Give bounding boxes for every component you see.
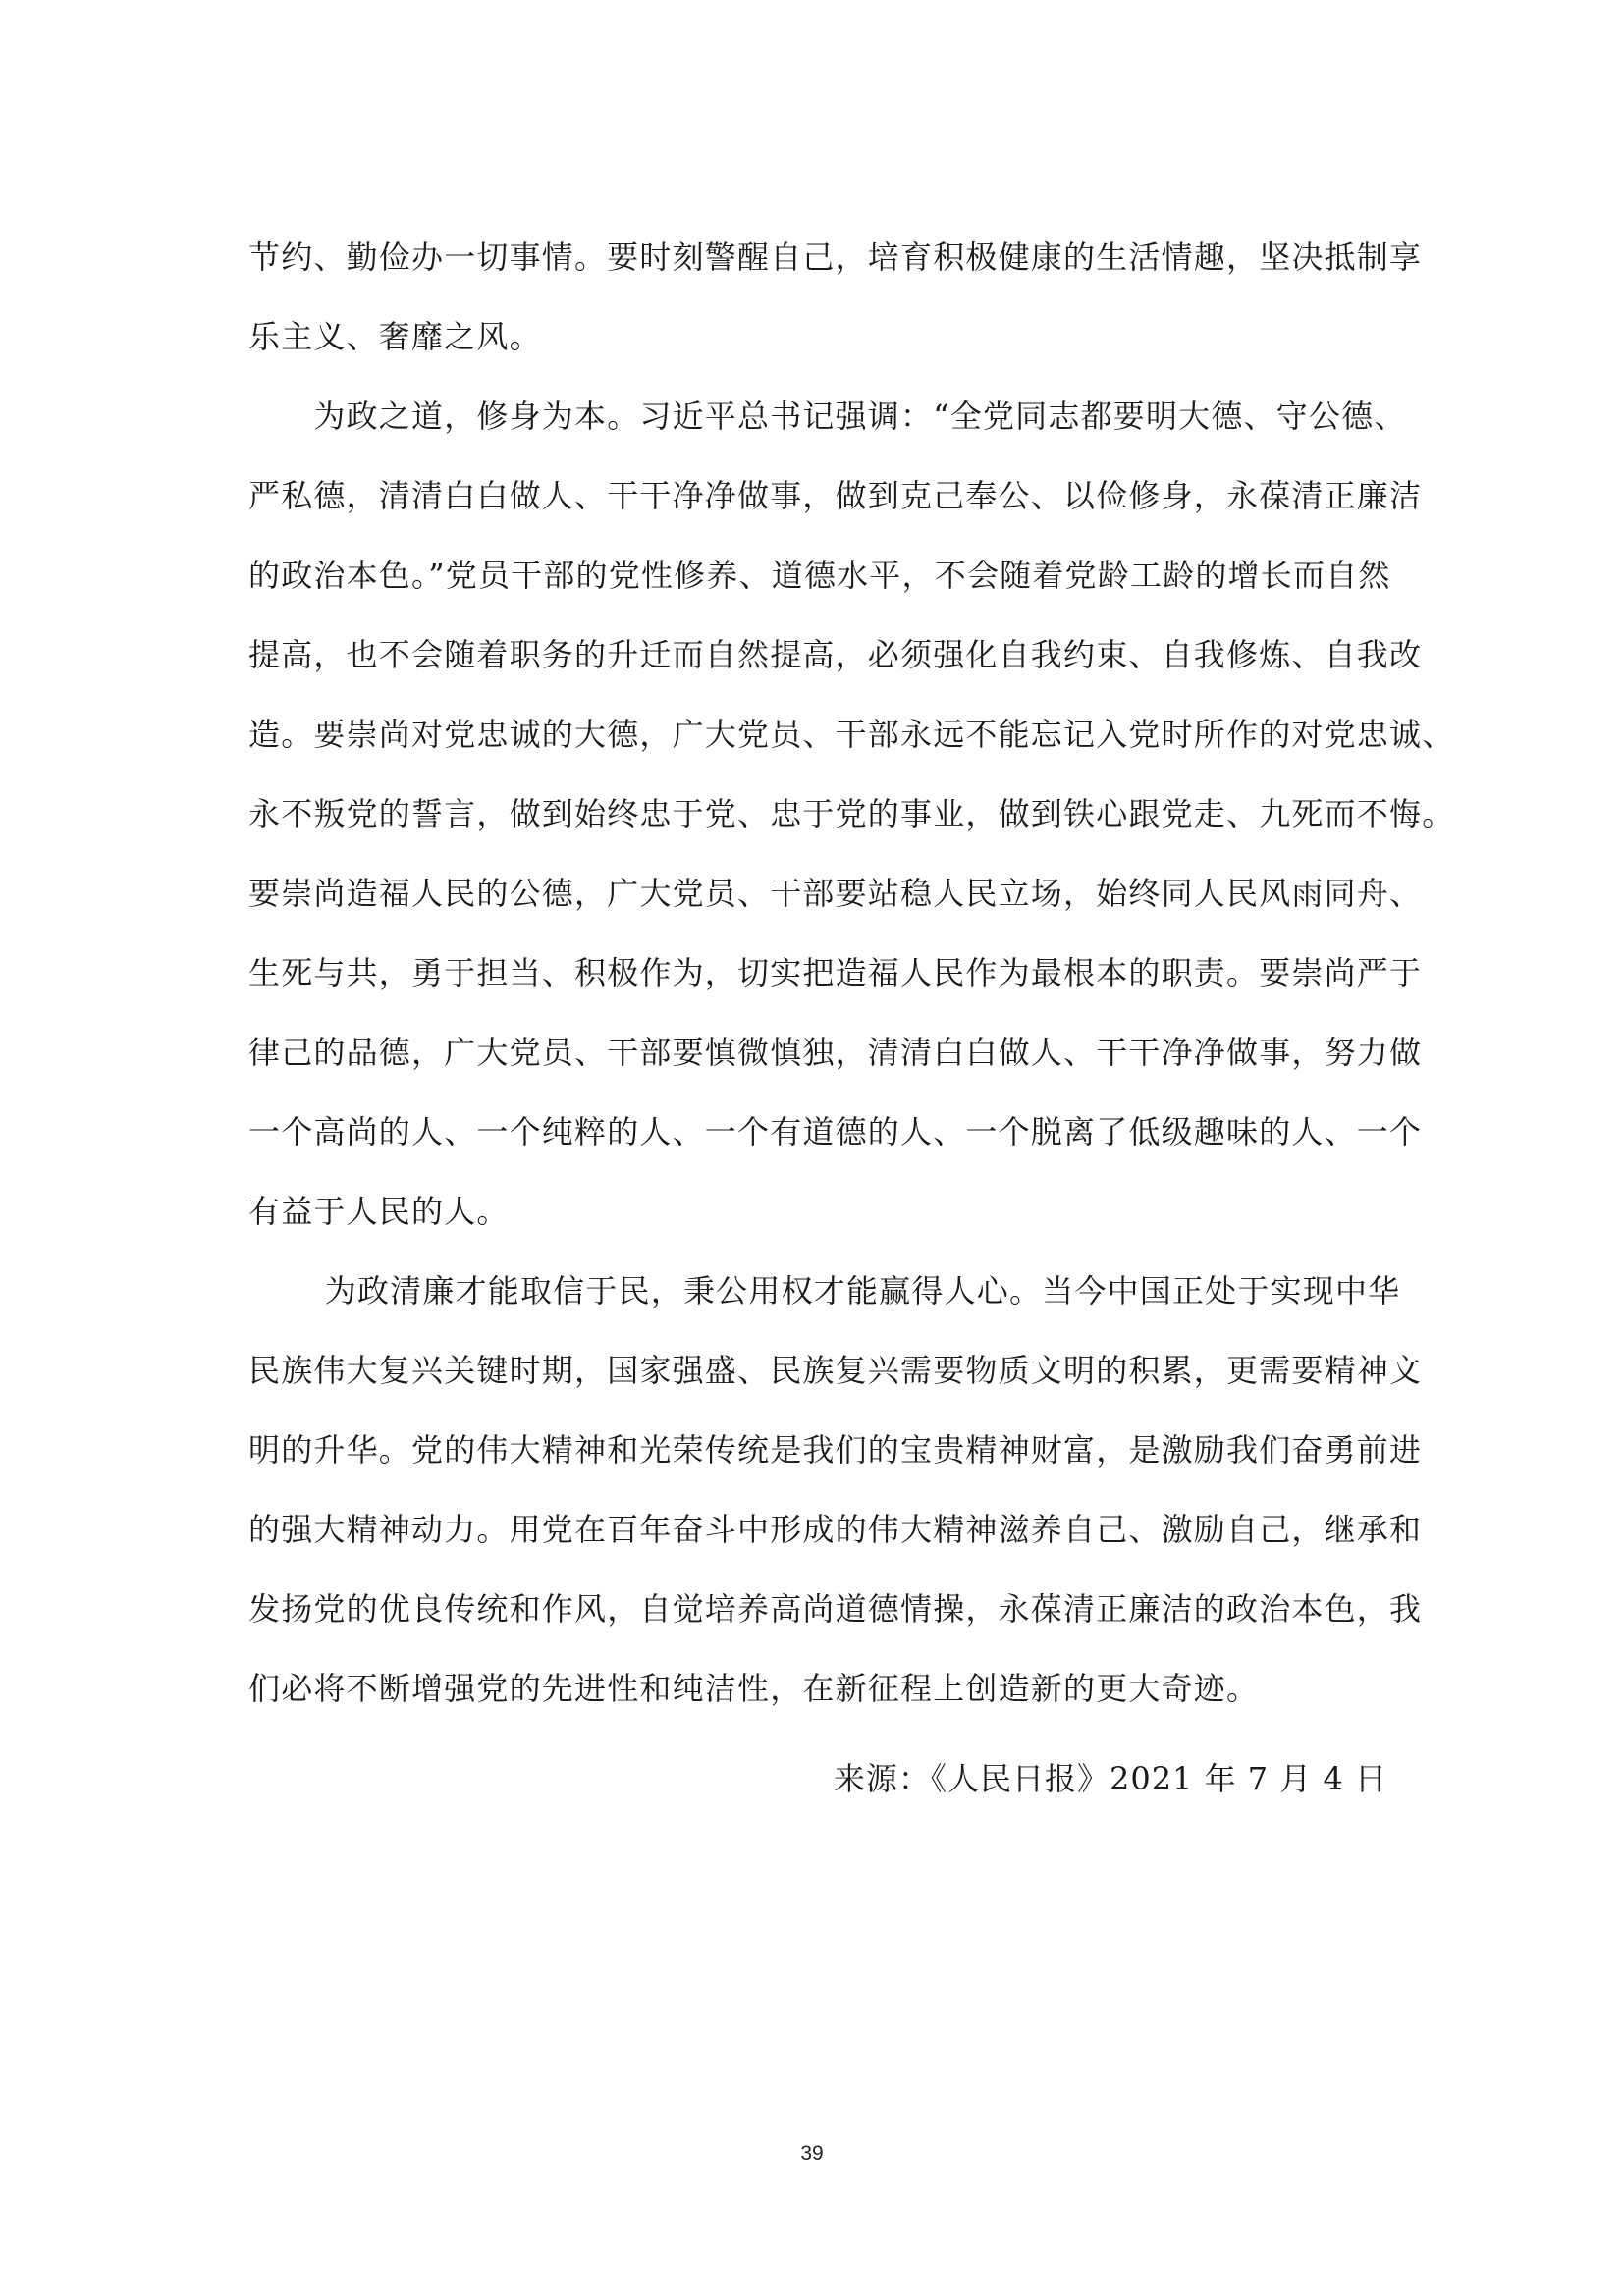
source-citation: 来源：《人民日报》2021 年 7 月 4 日 (833, 1760, 1387, 1797)
page-number: 39 (800, 2142, 824, 2164)
text-line: 提高，也不会随着职务的升迁而自然提高，必须强化自我约束、自我修炼、自我改 (248, 636, 1423, 673)
text-line: 有益于人民的人。 (248, 1193, 510, 1230)
text-line: 节约、勤俭办一切事情。要时刻警醒自己，培育积极健康的生活情趣，坚决抵制享 (248, 239, 1423, 276)
text-line: 为政之道，修身为本。习近平总书记强调：“全党同志都要明大德、守公德、 (248, 398, 1407, 435)
text-line: 乐主义、奢靡之风。 (248, 318, 542, 355)
text-line: 一个高尚的人、一个纯粹的人、一个有道德的人、一个脱离了低级趣味的人、一个 (248, 1113, 1423, 1150)
article-body (248, 218, 1455, 1729)
text-line: 发扬党的优良传统和作风，自觉培养高尚道德情操，永葆清正廉洁的政治本色，我 (248, 1590, 1423, 1628)
paragraph-2 (248, 377, 1455, 1252)
text-line: 永不叛党的誓言，做到始终忠于党、忠于党的事业，做到铁心跟党走、九死而不悔。 (248, 795, 1455, 832)
text-line: 严私德，清清白白做人、干干净净做事，做到克己奉公、以俭修身，永葆清正廉洁 (248, 477, 1423, 514)
text-line: 生死与共，勇于担当、积极作为，切实把造福人民作为最根本的职责。要崇尚严于 (248, 954, 1423, 991)
text-line: 为政清廉才能取信于民，秉公用权才能赢得人心。当今中国正处于实现中华 (248, 1272, 1401, 1309)
text-line: 民族伟大复兴关键时期，国家强盛、民族复兴需要物质文明的积累，更需要精神文 (248, 1352, 1423, 1389)
text-line: 们必将不断增强党的先进性和纯洁性，在新征程上创造新的更大奇迹。 (248, 1670, 1260, 1707)
text-line: 明的升华。党的伟大精神和光荣传统是我们的宝贵精神财富，是激励我们奋勇前进 (248, 1431, 1423, 1468)
text-line: 造。要崇尚对党忠诚的大德，广大党员、干部永远不能忘记入党时所作的对党忠诚、 (248, 716, 1455, 753)
text-line: 的强大精神动力。用党在百年奋斗中形成的伟大精神滋养自己、激励自己，继承和 (248, 1511, 1423, 1548)
paragraph-3 (248, 1252, 1423, 1729)
paragraph-1 (248, 218, 1423, 377)
text-line: 要崇尚造福人民的公德，广大党员、干部要站稳人民立场，始终同人民风雨同舟、 (248, 875, 1423, 912)
text-line: 律己的品德，广大党员、干部要慎微慎独，清清白白做人、干干净净做事，努力做 (248, 1034, 1423, 1071)
text-line: 的政治本色。”党员干部的党性修养、道德水平，不会随着党龄工龄的增长而自然 (248, 557, 1391, 594)
